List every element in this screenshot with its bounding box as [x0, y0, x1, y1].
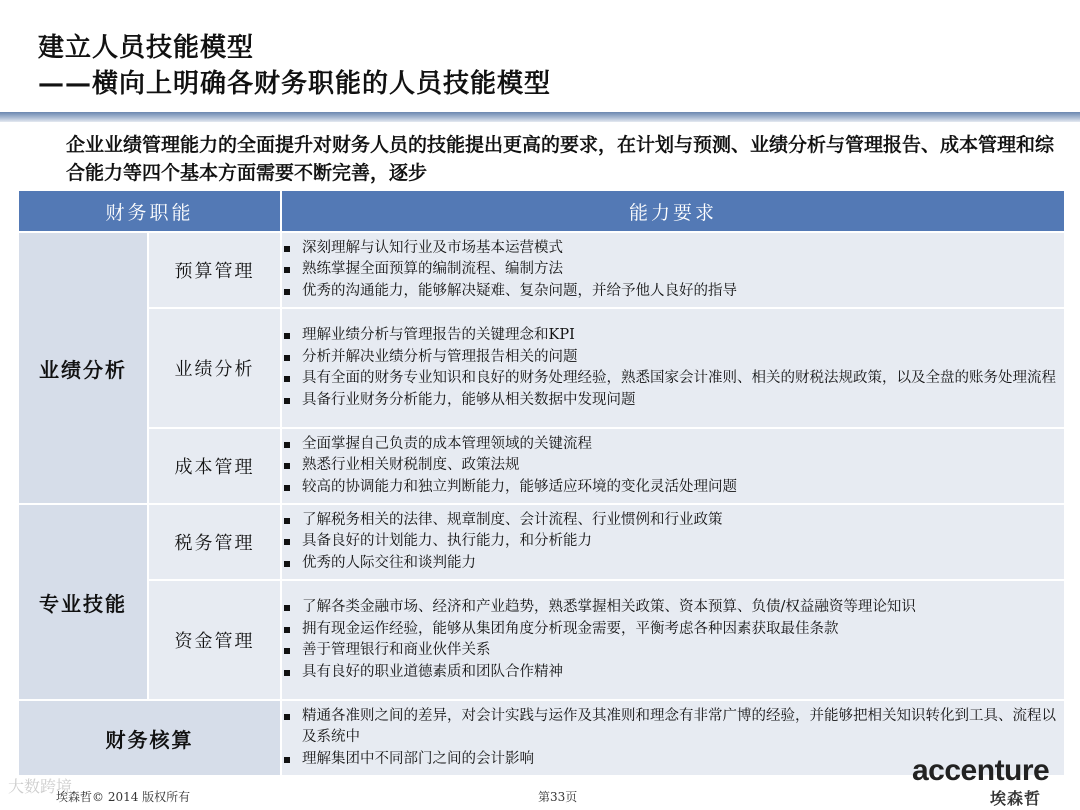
requirement-item: 全面掌握自己负责的成本管理领域的关键流程 [282, 434, 1064, 456]
requirement-item: 优秀的沟通能力，能够解决疑难、复杂问题，并给予他人良好的指导 [282, 281, 1064, 303]
table-row [18, 580, 1065, 700]
requirement-item: 具备良好的计划能力、执行能力，和分析能力 [282, 531, 1064, 553]
requirement-item: 具有全面的财务专业知识和良好的财务处理经验，熟悉国家会计准则、相关的财税法规政策，以及全盘的账务处理流程 [282, 368, 1064, 390]
table-row [18, 308, 1065, 428]
requirement-item: 善于管理银行和商业伙伴关系 [282, 640, 1064, 662]
accenture-logo-cn: 埃森哲 [990, 789, 1042, 808]
requirements-cell [281, 232, 1065, 308]
table-row [18, 700, 1065, 776]
table-row [18, 504, 1065, 580]
function-tax-management: 税务管理 [148, 504, 281, 580]
watermark: 大数跨境 [8, 777, 73, 796]
requirements-cell [281, 428, 1065, 504]
table-header-row [18, 190, 1065, 232]
requirement-item: 理解业绩分析与管理报告的关键理念和KPI [282, 325, 1064, 347]
group-financial-accounting: 财务核算 [18, 700, 281, 776]
requirement-item: 拥有现金运作经验，能够从集团角度分析现金需要，平衡考虑各种因素获取最佳条款 [282, 619, 1064, 641]
title-line-1: 建立人员技能模型 [38, 33, 255, 63]
group-professional-skills: 专业技能 [18, 504, 148, 700]
function-performance-analysis: 业绩分析 [148, 308, 281, 428]
requirement-item: 熟练掌握全面预算的编制流程、编制方法 [282, 259, 1064, 281]
header-requirements: 能力要求 [281, 190, 1065, 232]
page-number: 第33页 [538, 790, 578, 804]
intro-text: 企业业绩管理能力的全面提升对财务人员的技能提出更高的要求，在计划与预测、业绩分析与管理报告、成本管理和综合能力等四个基本方面需要不断完善，逐步 [66, 134, 1055, 184]
requirement-item: 了解各类金融市场、经济和产业趋势，熟悉掌握相关政策、资本预算、负债/权益融资等理论知识 [282, 597, 1064, 619]
requirements-cell [281, 580, 1065, 700]
title-divider-band [0, 112, 1080, 122]
requirements-cell [281, 504, 1065, 580]
skill-model-table [17, 189, 1066, 777]
header-function: 财务职能 [18, 190, 281, 232]
requirement-item: 熟悉行业相关财税制度、政策法规 [282, 455, 1064, 477]
copyright-text: 埃森哲© 2014 版权所有 [56, 790, 191, 804]
requirement-item: 理解集团中不同部门之间的会计影响 [282, 749, 1064, 771]
requirement-item: 较高的协调能力和独立判断能力，能够适应环境的变化灵活处理问题 [282, 477, 1064, 499]
table-row [18, 232, 1065, 308]
function-treasury-management: 资金管理 [148, 580, 281, 700]
slide-title [38, 30, 551, 102]
requirement-item: 具备行业财务分析能力，能够从相关数据中发现问题 [282, 390, 1064, 412]
function-budget-management: 预算管理 [148, 232, 281, 308]
requirement-item: 了解税务相关的法律、规章制度、会计流程、行业惯例和行业政策 [282, 510, 1064, 532]
requirement-item: 分析并解决业绩分析与管理报告相关的问题 [282, 347, 1064, 369]
requirements-cell [281, 308, 1065, 428]
requirement-item: 具有良好的职业道德素质和团队合作精神 [282, 662, 1064, 684]
requirement-item: 精通各准则之间的差异，对会计实践与运作及其准则和理念有非常广博的经验，并能够把相关知识转化到工具、流程以及系统中 [282, 706, 1064, 749]
title-line-2: ——横向上明确各财务职能的人员技能模型 [38, 69, 552, 99]
accenture-logo: accenture [912, 754, 1050, 787]
requirement-item: 深刻理解与认知行业及市场基本运营模式 [282, 238, 1064, 260]
group-performance-analysis: 业绩分析 [18, 232, 148, 504]
table-row [18, 428, 1065, 504]
function-cost-management: 成本管理 [148, 428, 281, 504]
requirement-item: 优秀的人际交往和谈判能力 [282, 553, 1064, 575]
